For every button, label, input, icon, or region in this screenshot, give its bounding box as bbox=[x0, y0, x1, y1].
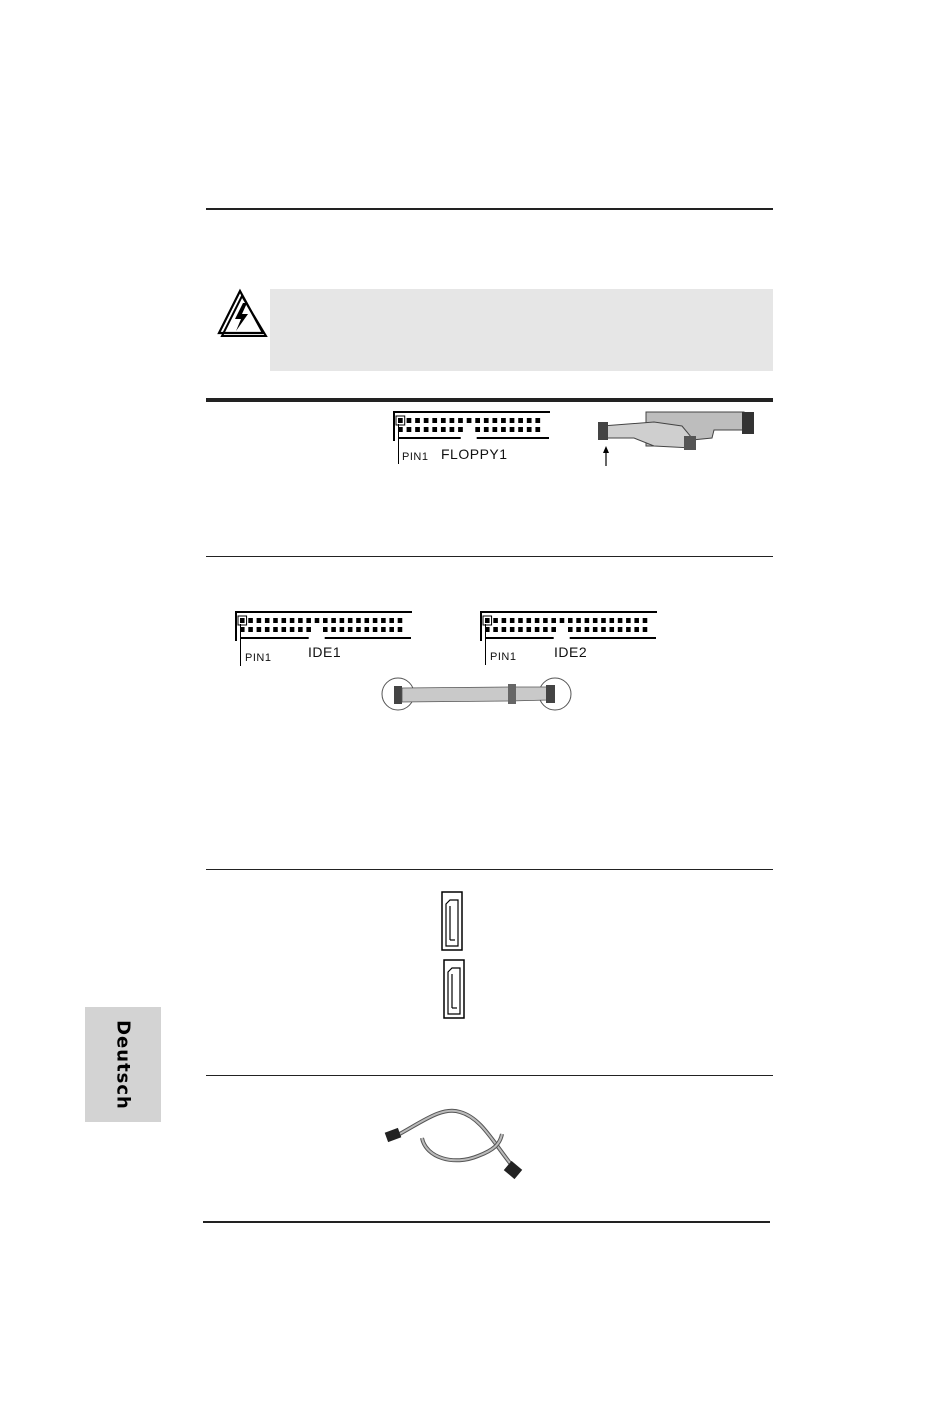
section-rule-floppy bbox=[206, 398, 773, 402]
floppy-connector-label: FLOPPY1 bbox=[441, 446, 508, 462]
floppy-pin1-label: PIN1 bbox=[402, 451, 429, 463]
pin1-leader-line bbox=[485, 624, 486, 665]
section-rule-sata-cable bbox=[206, 1075, 773, 1076]
section-rule-ide bbox=[206, 556, 773, 557]
ide2-connector-label: IDE2 bbox=[554, 644, 588, 660]
ide2-connector-icon bbox=[480, 610, 660, 642]
pin1-leader-line bbox=[240, 624, 241, 666]
ide-cable-icon bbox=[380, 676, 575, 712]
sata-connector-icon bbox=[442, 958, 466, 1020]
top-rule bbox=[206, 208, 773, 210]
floppy-cable-icon bbox=[594, 408, 764, 468]
language-tab-label: Deutsch bbox=[112, 1019, 134, 1110]
ide1-connector-icon bbox=[235, 610, 415, 642]
pin1-leader-line bbox=[398, 424, 399, 464]
bottom-rule bbox=[203, 1221, 770, 1223]
section-rule-sata bbox=[206, 869, 773, 870]
language-tab bbox=[85, 1007, 161, 1122]
warning-note-box bbox=[270, 289, 773, 371]
ide2-pin1-label: PIN1 bbox=[490, 651, 517, 663]
ide1-connector-label: IDE1 bbox=[308, 644, 342, 660]
ide1-pin1-label: PIN1 bbox=[245, 652, 272, 664]
sata-connector-icon bbox=[440, 890, 464, 952]
warning-icon bbox=[216, 288, 272, 338]
sata-cable-icon bbox=[382, 1104, 527, 1184]
floppy-connector-icon bbox=[393, 410, 553, 442]
